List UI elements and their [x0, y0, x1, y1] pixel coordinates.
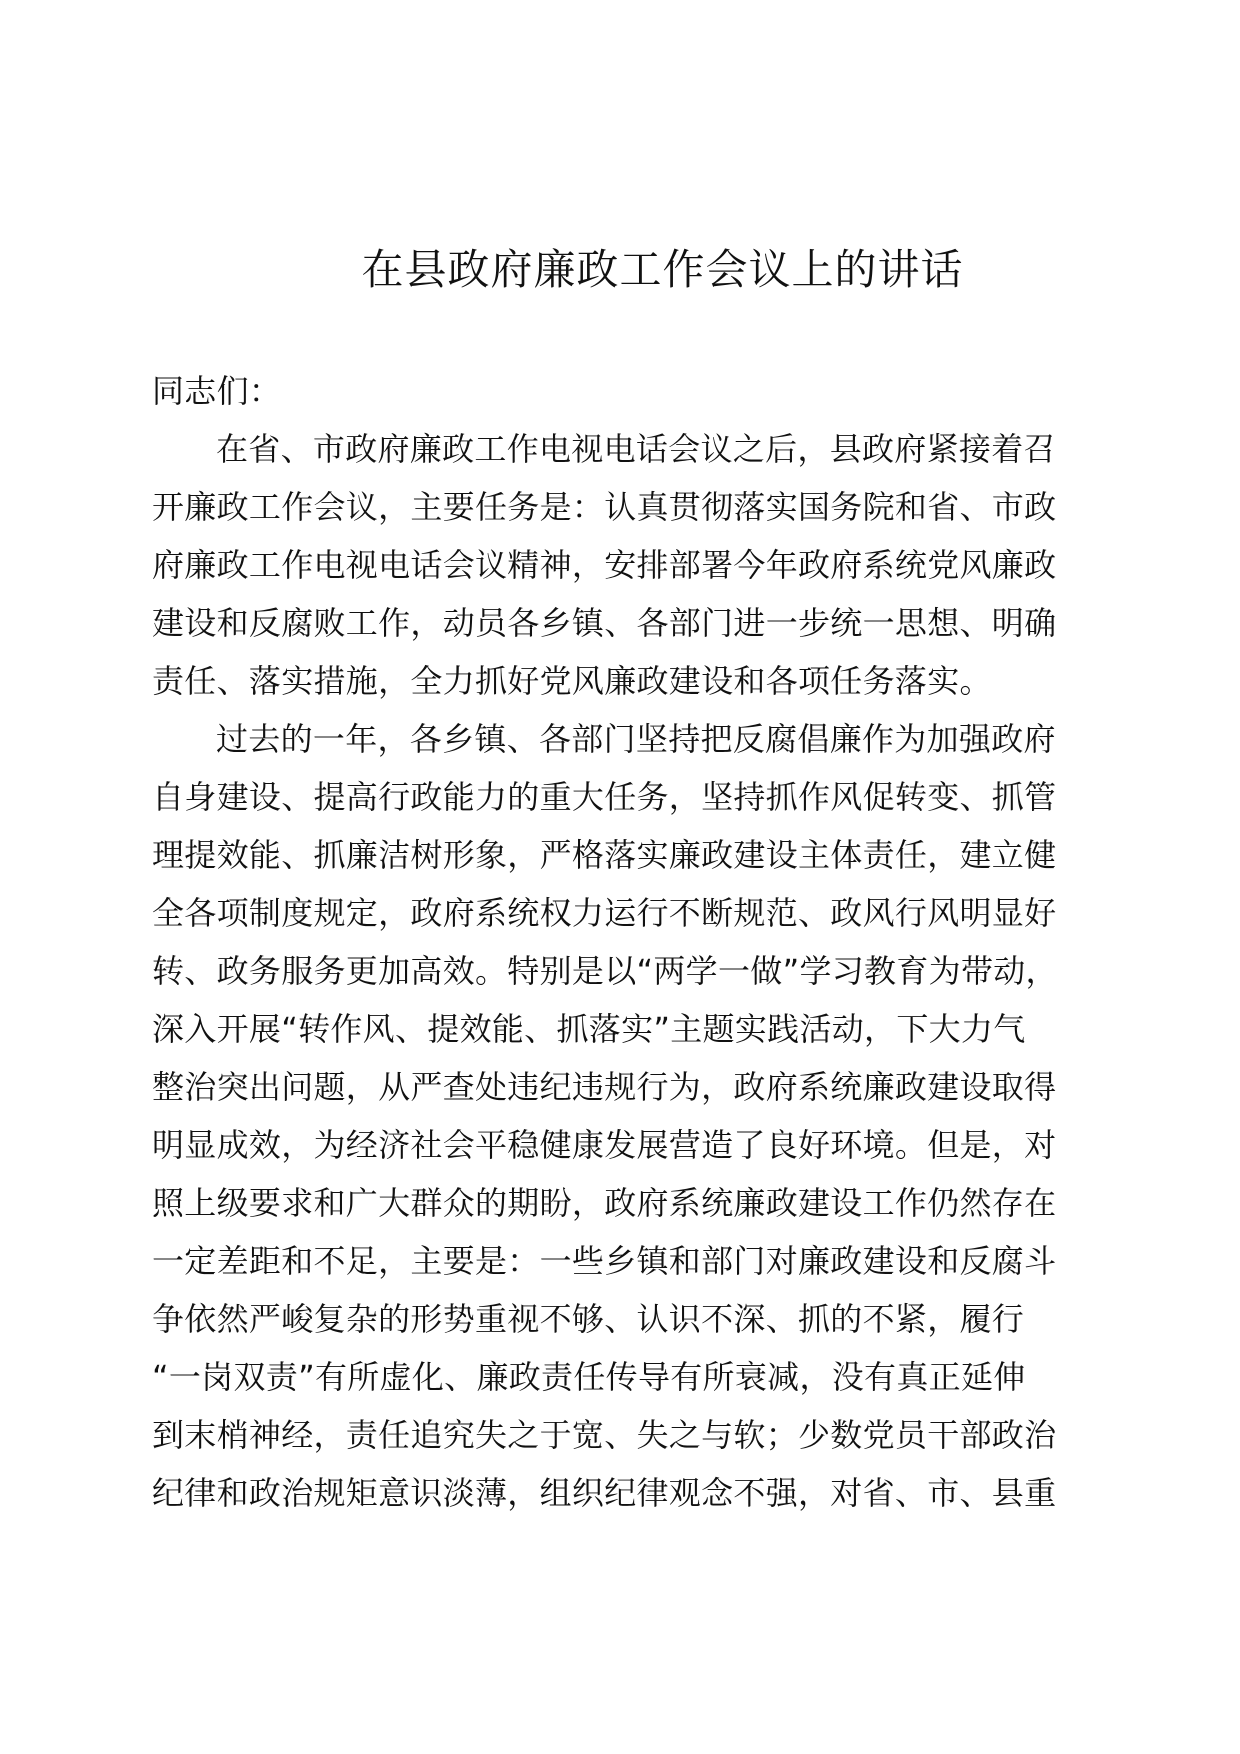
- body-text-line: 全各项制度规定，政府系统权力运行不断规范、政风行风明显好: [152, 894, 1057, 932]
- body-text-line: 府廉政工作电视电话会议精神，安排部署今年政府系统党风廉政: [152, 546, 1057, 584]
- body-text-line: 一定差距和不足，主要是：一些乡镇和部门对廉政建设和反腐斗: [152, 1242, 1057, 1280]
- document-body: [152, 362, 1092, 1522]
- body-text-line: 开廉政工作会议，主要任务是：认真贯彻落实国务院和省、市政: [152, 488, 1057, 526]
- body-text-line: 整治突出问题，从严查处违纪违规行为，政府系统廉政建设取得: [152, 1068, 1057, 1106]
- salutation-line: 同志们：: [152, 372, 282, 410]
- body-text-line: 转、政务服务更加高效。特别是以“两学一做”学习教育为带动，: [152, 952, 1058, 990]
- document-title: 在县政府廉政工作会议上的讲话: [361, 245, 964, 294]
- body-text-line: 理提效能、抓廉洁树形象，严格落实廉政建设主体责任，建立健: [152, 836, 1057, 874]
- body-text-line: 在省、市政府廉政工作电视电话会议之后，县政府紧接着召: [216, 430, 1056, 468]
- body-text-line: 纪律和政治规矩意识淡薄，组织纪律观念不强，对省、市、县重: [152, 1474, 1057, 1512]
- body-text-line: 照上级要求和广大群众的期盼，政府系统廉政建设工作仍然存在: [152, 1184, 1057, 1222]
- body-text-line: 明显成效，为经济社会平稳健康发展营造了良好环境。但是，对: [152, 1126, 1057, 1164]
- body-text-line: “一岗双责”有所虚化、廉政责任传导有所衰减，没有真正延伸: [152, 1358, 1026, 1396]
- body-text-line: 自身建设、提高行政能力的重大任务，坚持抓作风促转变、抓管: [152, 778, 1057, 816]
- body-text-line: 建设和反腐败工作，动员各乡镇、各部门进一步统一思想、明确: [152, 604, 1057, 642]
- body-text-line: 责任、落实措施，全力抓好党风廉政建设和各项任务落实。: [152, 662, 992, 700]
- body-text-line: 过去的一年，各乡镇、各部门坚持把反腐倡廉作为加强政府: [216, 720, 1056, 758]
- body-text-line: 争依然严峻复杂的形势重视不够、认识不深、抓的不紧，履行: [152, 1300, 1025, 1338]
- body-text-line: 到末梢神经，责任追究失之于宽、失之与软；少数党员干部政治: [152, 1416, 1057, 1454]
- body-text-line: 深入开展“转作风、提效能、抓落实”主题实践活动，下大力气: [152, 1010, 1026, 1048]
